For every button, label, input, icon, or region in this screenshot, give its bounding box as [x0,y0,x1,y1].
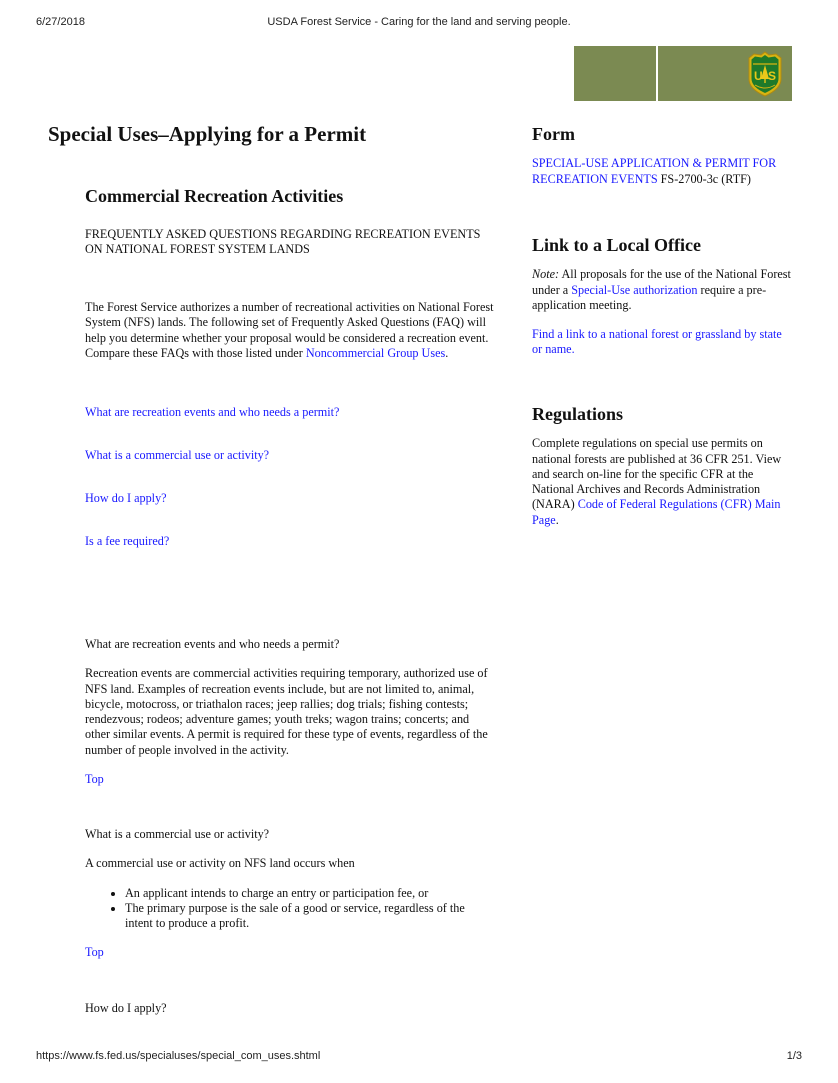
intro-text: The Forest Service authorizes a number of recreational activities on National Forest System (NFS) lands. The following set of Frequently Asked Questions (FAQ) will help you determine whether your proposal would be considered a recreation event. Compare these FAQs with those listed under [85,300,494,360]
faq-question: What is a commercial use or activity? [85,827,270,841]
faq-question: How do I apply? [85,1001,167,1015]
faq-subtitle: FREQUENTLY ASKED QUESTIONS REGARDING RECREATION EVENTS ON NATIONAL FOREST SYSTEM LANDS [85,227,481,257]
top-link[interactable]: Top [85,945,104,960]
faq-answer-how-to-apply [85,1001,495,1030]
print-date: 6/27/2018 [36,16,85,28]
print-url: https://www.fs.fed.us/specialuses/special_com_uses.shtml [36,1050,321,1062]
sidebar-heading-regulations: Regulations [532,404,624,424]
faq-answer-body: Recreation events are commercial activities requiring temporary, authorized use of NFS land. Examples of recreation events include, but are not limited to, animal, bicycle, motocross, or triathalon races; jeep rallies; dog trials; fishing contests; rendezvous; rodeos; adventure games; youth treks; wagon trains; concerts; and other similar events. A permit is required for these type of events, regardless of the number of people involved in the activity. [85,666,488,757]
print-page-title: USDA Forest Service - Caring for the land and serving people. [267,16,571,28]
regulations-text: Complete regulations on special use permits on national forests are published at 36 CFR 251. View and search on-line for the specific CFR at the National Archives and Records Administration (NARA) [532,436,782,512]
application-permit-form-link[interactable]: SPECIAL-USE APPLICATION & PERMIT FOR RECREATION EVENTS [532,156,777,186]
print-page-number: 1/3 [786,1050,802,1062]
criteria-list [85,886,495,932]
top-link[interactable]: Top [85,772,104,787]
faq-table-of-contents [85,405,495,577]
banner-panel-left [574,46,656,101]
toc-link-recreation-events[interactable]: What are recreation events and who needs a permit? [85,405,340,419]
note-label: Note: [532,267,560,282]
page-title: Special Uses–Applying for a Permit [48,122,367,146]
cfr-main-page-link[interactable]: Code of Federal Regulations (CFR) Main Page [532,497,781,527]
list-item: • An applicant intends to charge an entry or participation fee, or [125,886,495,901]
header-banner [574,46,792,101]
sidebar-heading-local-office: Link to a Local Office [532,235,701,255]
sidebar-heading-form: Form [532,124,575,144]
form-number: FS-2700-3c (RTF) [657,171,751,186]
svg-text:S: S [768,69,777,83]
faq-question: What are recreation events and who needs a permit? [85,637,340,651]
noncommercial-group-uses-link[interactable]: Noncommercial Group Uses [305,345,446,360]
find-local-forest-link[interactable]: Find a link to a national forest or grassland by state or name. [532,327,782,357]
toc-link-fee-required[interactable]: Is a fee required? [85,534,170,548]
faq-answer-body: A commercial use or activity on NFS land occurs when [85,856,355,871]
faq-answer-commercial-use [85,827,495,975]
list-item: • The primary purpose is the sale of a good or service, regardless of the intent to produce a profit. [125,901,495,932]
section-title: Commercial Recreation Activities [85,186,344,206]
special-use-authorization-link[interactable]: Special-Use authorization [571,282,698,297]
banner-panel-right [658,46,792,101]
sidebar-local-office-section [532,235,792,372]
toc-link-commercial-use[interactable]: What is a commercial use or activity? [85,448,270,462]
toc-link-how-to-apply[interactable]: How do I apply? [85,491,167,505]
forest-service-shield-icon[interactable] [746,51,784,97]
faq-answer-recreation-events [85,637,495,801]
sidebar-regulations-section [532,404,792,542]
intro-paragraph [85,300,495,361]
svg-text:U: U [754,69,763,83]
note-after: require a pre-application meeting. [532,282,767,312]
note-text: All proposals for the use of the National Forest under a [532,267,791,297]
sidebar-form-section [532,124,792,201]
intro-after: . [445,345,449,360]
regulations-after: . [555,512,559,527]
